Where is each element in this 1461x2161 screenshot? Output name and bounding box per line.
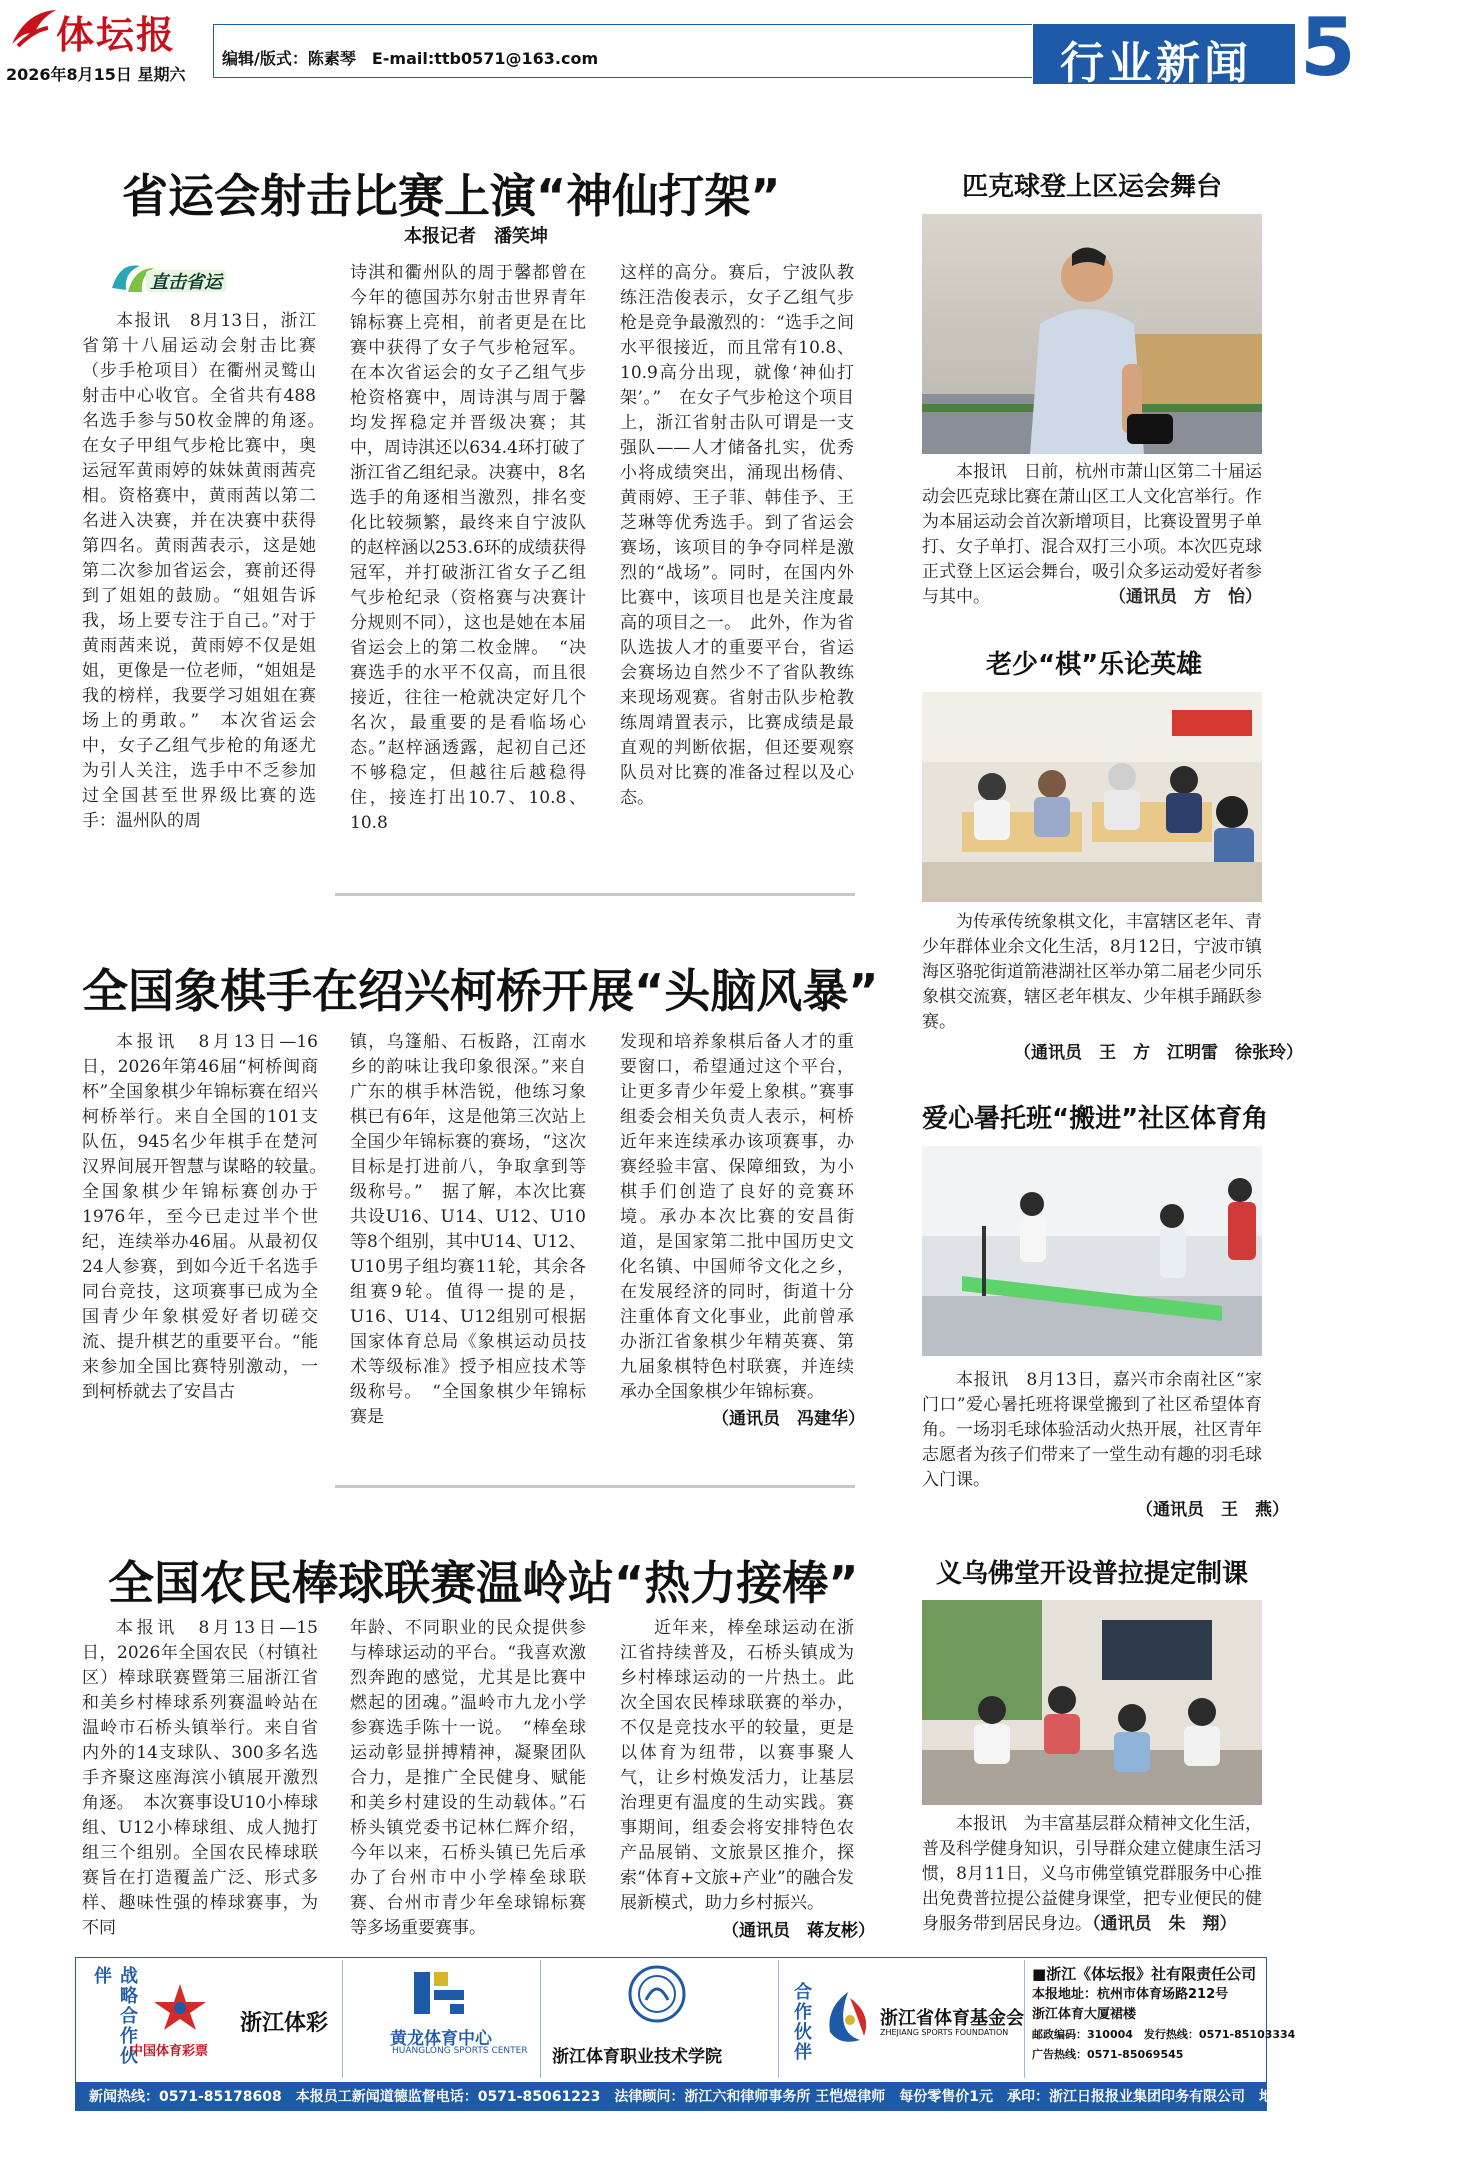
article1-col3: 这样的高分。赛后，宁波队教练汪浩俊表示，女子乙组气步枪是竞争最激烈的：“选手之间水平很接近，而且常有10.8、10.9高分出现，就像‘神仙打架’。” 在女子气步枪这个项目上，浙江省射击队可谓是一支强队——人才储备扎实，优秀小将成绩突出，涌现出杨倩、黄雨婷、王子菲、韩佳予、王芝琳等优秀选手。到了省运会赛场，该项目的争夺同样是激烈的“战场”。同时，在国内外比赛中，该项目也是关注度最高的项目之一。 此外，作为省队选拔人才的重要平台，省运会赛场边自然少不了省队教练来现场观赛。省射击队步枪教练周靖置表示，比赛成绩是最直观的判断依据，但还要观察队员对比赛的准备过程以及心态。 xyxy=(620,263,854,808)
zj-lottery-name: 浙江体彩 xyxy=(240,2011,329,2036)
side2-headline: 老少“棋”乐论英雄 xyxy=(986,650,1203,680)
tag-label: 直击省运 xyxy=(150,272,222,293)
side4-text xyxy=(922,1812,1262,1937)
torch-icon xyxy=(8,6,60,52)
page-number: 5 xyxy=(1300,1,1356,94)
china-lottery-name: 中国体育彩票 xyxy=(130,2044,209,2059)
foundation-en: ZHEJIANG SPORTS FOUNDATION xyxy=(880,2028,1009,2037)
publisher-ad-line: 广告热线：0571-85069545 xyxy=(1032,2048,1184,2061)
chess-photo xyxy=(922,692,1262,902)
article2-col1: 本报讯 8月13日—16日，2026年第46届“柯桥闽商杯”全国象棋少年锦标赛在绍兴柯桥举行。来自全国的101支队伍，945名少年棋手在楚河汉界间展开智慧与谋略的较量。 全国象棋少年锦标赛创办于1976年，至今已走过半个世纪，连续举办46届。从最初仅24人参赛，到如今近千名选手同台竞技，这项赛事已成为全国青少年象棋爱好者切磋交流、提升棋艺的重要平台。“能来参加全国比赛特别激动，一到柯桥就去了安昌古 xyxy=(82,1032,335,1402)
college-emblem-icon xyxy=(624,1964,690,2024)
side3-text: 本报讯 8月13日，嘉兴市余南社区“家门口”爱心暑托班将课堂搬到了社区希望体育角。一场羽毛球体验活动火热开展，社区青年志愿者为孩子们带来了一堂生动有趣的羽毛球入门课。 xyxy=(922,1370,1262,1490)
foundation-name: 浙江省体育基金会 xyxy=(880,2008,1024,2029)
article1-byline: 本报记者 潘笑坤 xyxy=(404,226,548,247)
badminton-kids-image xyxy=(922,1146,1262,1356)
side2-text: 为传承传统象棋文化，丰富辖区老年、青少年群体业余文化生活，8月12日，宁波市镇海区骆驼街道箭港湖社区举办第二届老少同乐象棋交流赛，辖区老年棋友、少年棋手踊跃参赛。 xyxy=(922,912,1262,1032)
rule xyxy=(335,1485,855,1488)
article3-credit: （通讯员 蒋友彬） xyxy=(722,1921,875,1941)
publisher-name: ■浙江《体坛报》社有限责任公司 xyxy=(1032,1965,1257,1983)
editor-info: 编辑/版式：陈素琴 E-mail:ttb0571@163.com xyxy=(222,49,599,68)
article2-headline: 全国象棋手在绍兴柯桥开展“头脑风暴” xyxy=(82,964,879,1018)
article1-col2: 诗淇和衢州队的周于馨都曾在今年的德国苏尔射击世界青年锦标赛上亮相，前者更是在比赛中获得了女子气步枪冠军。在本次省运会的女子乙组气步枪资格赛中，周诗淇与周于馨均发挥稳定并晋级决赛；其中，周诗淇还以634.4环打破了浙江省乙组纪录。决赛中，8名选手的角逐相当激烈，排名变化比较频繁，最终来自宁波队的赵梓涵以253.6环的成绩获得冠军，并打破浙江省女子乙组气步枪纪录（资格赛与决赛计分规则不同），这也是她在本届省运会上的第二枚金牌。 “决赛选手的水平不仅高，而且很接近，往往一枪就决定好几个名次，最重要的是看临场心态。”赵梓涵透露，起初自己还不够稳定，但越往后越稳得住，接连打出10.7、10.8、10.8 xyxy=(350,263,586,833)
foundation-logo xyxy=(818,1962,1024,2077)
college-logo xyxy=(546,1962,772,2077)
article1-col1: 本报讯 8月13日，浙江省第十八届运动会射击比赛（步手枪项目）在衢州灵鹫山射击中心收官。全省共有488名选手参与50枚金牌的角逐。 在女子甲组气步枪比赛中，奥运冠军黄雨婷的妹妹黄雨茜亮相。资格赛中，黄雨茜以第二名进入决赛，并在决赛中获得第四名。黄雨茜表示，这是她第二次参加省运会，赛前还得到了姐姐的鼓励。“姐姐告诉我，场上要专注于自己。”对于黄雨茜来说，黄雨婷不仅是姐姐，更像是一位老师，“姐姐是我的榜样，我要学习姐姐在赛场上的勇敢。” 本次省运会中，女子乙组气步枪的角逐尤为引人关注，选手中不乏参加过全国甚至世界级比赛的选手：温州队的周 xyxy=(82,311,333,831)
publisher-postal: 邮政编码：310004 发行热线：0571-85103334 xyxy=(1032,2028,1296,2041)
side3-credit: （通讯员 王 燕） xyxy=(1136,1500,1289,1520)
partner-divider xyxy=(1024,1960,1025,2078)
side1-credit: （通讯员 方 怡） xyxy=(1109,587,1262,607)
article3-col1: 本报讯 8月13日—15日，2026年全国农民（村镇社区）棒球联赛暨第三届浙江省和美乡村棒球系列赛温岭站在温岭市石桥头镇举行。来自省内外的14支球队、300多名选手齐聚这座海滨小镇展开激烈角逐。 本次赛事设U10小棒球组、U12小棒球组、成人抛打组三个组别。全国农民棒球联赛旨在打造覆盖广泛、形式多样、趣味性强的棒球赛事，为不同 xyxy=(82,1618,318,1938)
article2-col2: 镇，乌篷船、石板路，江南水乡的韵味让我印象很深。”来自广东的棋手林浩锐，他练习象棋已有6年，这是他第三次站上全国少年锦标赛的赛场，“这次目标是打进前八，争取拿到等级称号。” 据了解，本次比赛共设U16、U14、U12、U10等8个组别，其中U14、U12、U10男子组均赛11轮，其余各组赛9轮。值得一提的是，U16、U14、U12组别可根据国家体育总局《象棋运动员技术等级标准》授予相应技术等级称号。 “全国象棋少年锦标赛是 xyxy=(350,1032,586,1427)
chess-players-image xyxy=(922,692,1262,902)
section-title: 行业新闻 xyxy=(1060,38,1252,89)
china-lottery-logo xyxy=(124,1962,234,2077)
footer-bar: 新闻热线：0571-85178608 本报员工新闻道德监督电话：0571-85061223 法律顾问：浙江六和律师事务所 王恺煜律师 每份零售价1元 承印：浙江日报报业集团印务有限公司 地址：杭州市拱墅区祥园路38号 xyxy=(75,2083,1267,2111)
huanglong-name: 黄龙体育中心 xyxy=(390,2029,492,2049)
strategic-partner-label: 战略合作伙伴 xyxy=(91,1966,138,2066)
publisher-info xyxy=(1032,1963,1296,2065)
side1-headline: 匹克球登上区运会舞台 xyxy=(962,172,1223,202)
pickleball-photo xyxy=(922,214,1262,454)
pilates-class-image xyxy=(922,1600,1262,1805)
rule xyxy=(335,893,855,896)
tag-badge xyxy=(110,258,230,298)
pilates-photo xyxy=(922,1600,1262,1805)
side4-headline: 义乌佛堂开设普拉提定制课 xyxy=(936,1559,1249,1589)
partner-divider xyxy=(342,1960,343,2078)
partner-label: 合作伙伴 xyxy=(791,1982,812,2062)
article1-headline: 省运会射击比赛上演“神仙打架” xyxy=(122,169,781,223)
article3-col3: 近年来，棒垒球运动在浙江省持续普及，石桥头镇成为乡村棒球运动的一片热土。此次全国农民棒球联赛的举办，不仅是竞技水平的较量，更是以体育为纽带，以赛事聚人气，让乡村焕发活力，让基层治理更有温度的生动实践。赛事期间，组委会将安排特色农产品展销、文旅景区推介，探索“体育+文旅+产业”的融合发展新模式，助力乡村振兴。 xyxy=(620,1618,854,1913)
side1-text xyxy=(922,460,1262,610)
newspaper-name: 体坛报 xyxy=(56,12,177,57)
partner-divider xyxy=(540,1960,541,2078)
lottery-star-icon xyxy=(150,1982,210,2032)
partner-divider xyxy=(778,1960,779,2078)
huanglong-logo xyxy=(350,1962,530,2077)
article3-headline: 全国农民棒球联赛温岭站“热力接棒” xyxy=(108,1556,859,1610)
side2-credit: （通讯员 王 方 江明雷 徐张玲） xyxy=(1014,1043,1303,1063)
foundation-emblem-icon xyxy=(820,1988,876,2048)
article2-col3: 发现和培养象棋后备人才的重要窗口，希望通过这个平台，让更多青少年爱上象棋。”赛事组委会相关负责人表示，柯桥近年来连续承办该项赛事，办赛经验丰富、保障细致，为小棋手们创造了良好的竞赛环境。承办本次比赛的安昌街道，是国家第二批中国历史文化名镇、中国师爷文化之乡，在发展经济的同时，街道十分注重体育文化事业，此前曾承办浙江省象棋少年精英赛、第九届象棋特色村联赛，并连续承办全国象棋少年锦标赛。 xyxy=(620,1032,854,1402)
huanglong-emblem-icon xyxy=(410,1968,470,2018)
article2-credit: （通讯员 冯建华） xyxy=(712,1409,865,1429)
side4-body: 本报讯 为丰富基层群众精神文化生活，普及科学健身知识，引导群众建立健康生活习惯，8月11日，义乌市佛堂镇党群服务中心推出免费普拉提公益健身课堂，把专业便民的健身服务带到居民身边。 xyxy=(922,1814,1262,1934)
college-name: 浙江体育职业技术学院 xyxy=(552,2047,722,2067)
badminton-photo xyxy=(922,1146,1262,1356)
side4-credit: （通讯员 朱 翔） xyxy=(1092,1914,1237,1934)
article3-col2: 年龄、不同职业的民众提供参与棒球运动的平台。“我喜欢激烈奔跑的感觉，尤其是比赛中燃起的团魂。”温岭市九龙小学参赛选手陈十一说。 “棒垒球运动彰显拼搏精神，凝聚团队合力，是推广全民健身、赋能和美乡村建设的生动载体。”石桥头镇党委书记林仁辉介绍，今年以来，石桥头镇已先后承办了台州市中小学棒垒球联赛、台州市青少年垒球锦标赛等多场重要赛事。 xyxy=(350,1618,586,1938)
publisher-address: 本报地址：杭州市体育场路212号 xyxy=(1032,1987,1229,2002)
side3-headline: 爱心暑托班“搬进”社区体育角 xyxy=(922,1104,1269,1134)
issue-date: 2026年8月15日 星期六 xyxy=(6,65,186,84)
pickleball-player-image xyxy=(922,214,1262,454)
huanglong-en: HUANGLONG SPORTS CENTER xyxy=(392,2046,528,2056)
side1-body: 本报讯 日前，杭州市萧山区第二十届运动会匹克球比赛在萧山区工人文化宫举行。作为本届运动会首次新增项目，比赛设置男子单打、女子单打、混合双打三小项。本次匹克球正式登上区运会舞台，吸引众多运动爱好者参与其中。 xyxy=(922,462,1262,607)
publisher-building: 浙江体育大厦裙楼 xyxy=(1032,2007,1137,2022)
